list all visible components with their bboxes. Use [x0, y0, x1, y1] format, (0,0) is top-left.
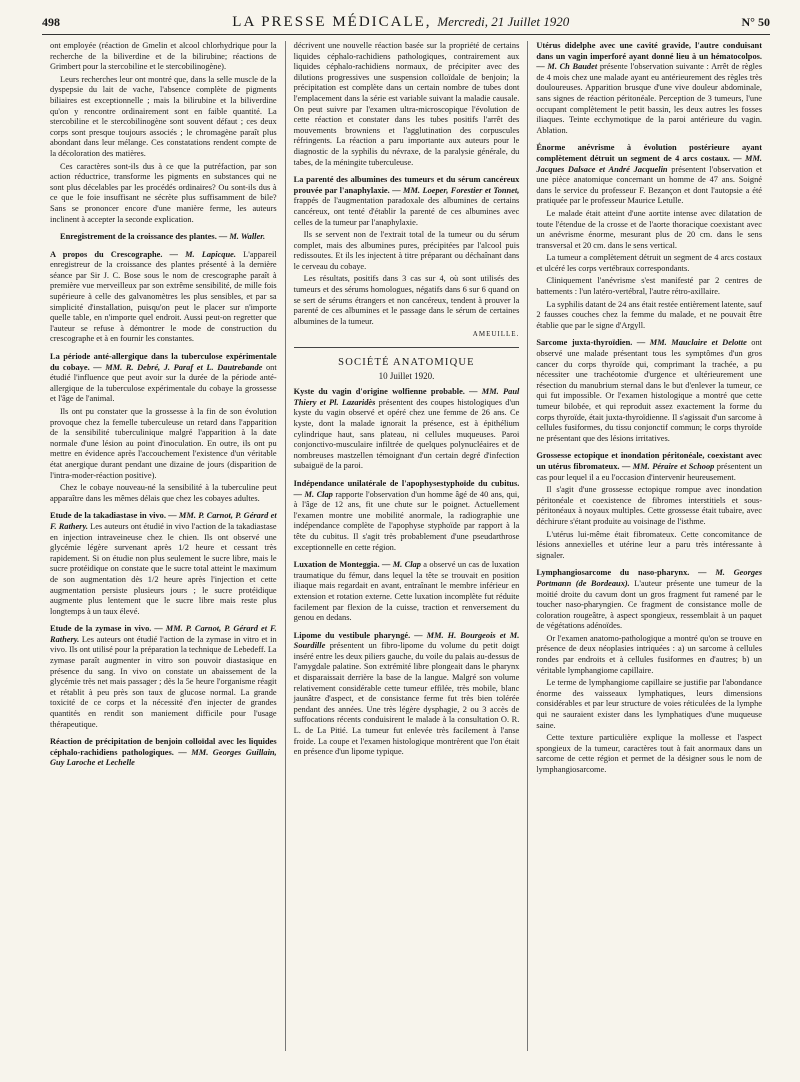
paragraph: L'utérus lui-même était fibromateux. Cette concomitance de lésions annexielles et utérine leur a paru très intéressante à signaler.: [536, 529, 762, 560]
article-title: Indépendance unilatérale de l'apophysestyphoïde du cubitus.: [293, 478, 520, 488]
masthead: [232, 14, 569, 31]
paragraph: [50, 250, 277, 345]
paragraph: Le malade était atteint d'une aortite intense avec dilatation de toute l'étendue de la crosse et de l'aorte thoracique coexistant avec un anévrisme énorme, mesurant plus de 20 cm. dans le sens transversal et 20 cm. dans le sens vertical.: [536, 208, 762, 250]
paragraph: [50, 511, 277, 617]
article-benjoin-colloidal: [50, 737, 277, 769]
paragraph-text: frappés de l'augmentation paradoxale des albumines de certains cancéreux, ont tenté d'établir la parenté de ces albumines avec celles de la tumeur par l'anaphylaxie.: [293, 196, 520, 227]
article-title: Réaction de précipitation de benjoin colloïdal avec les liquides céphalo-rachidiens pathologiques.: [50, 737, 277, 757]
paragraph: Cliniquement l'anévrisme s'est manifesté par 2 centres de battements : l'un latéro-vertébral, l'autre rétro-axillaire.: [536, 276, 762, 297]
article-croissance-plantes: [50, 232, 277, 243]
article-grossesse-ectopique: [536, 451, 762, 561]
paragraph: ont employée (réaction de Gmelin et alcool chlorhydrique pour la recherche de la biliverdine et de la bilirubine; réactions de Grimbert pour la stercobiline et le stercobilinogène).: [50, 41, 277, 72]
article-title: Kyste du vagin d'origine wolfienne probable.: [293, 387, 465, 397]
paragraph: [294, 631, 520, 758]
article-title: Énorme anévrisme à évolution postérieure ayant complètement détruit un segment de 4 arcs costaux.: [536, 143, 762, 163]
article-parente-albumines: [294, 175, 520, 340]
article-title: La parenté des albumines des tumeurs et du sérum cancéreux prouvée par l'anaphylaxie.: [293, 175, 520, 195]
paragraph: Cette texture particulière explique la mollesse et l'aspect spongieux de la tumeur, caractères tout à fait anormaux dans un sarcome de cette région et permet de la désigner sous le nom de lymphangiosarcome.: [536, 733, 762, 774]
issue-date: Mercredi, 21 Juillet 1920: [437, 14, 570, 29]
paragraph: Le terme de lymphangiome capillaire se justifie par l'abondance énorme des vaisseaux lymphatiques, leurs dimensions considérables et par leur structure de voies réticulées de la lymphe qui ne sauraient exister dans les lymphatiques d'une muqueuse saine.: [536, 678, 762, 730]
signature: AMEUILLE.: [472, 330, 520, 339]
article-authors: — MM. Loeper, Forestier et Tonnet,: [392, 185, 520, 195]
article-uterus-didelphe: [536, 41, 762, 136]
article-title: Utérus didelphe avec une cavité gravide, l'autre conduisant dans un vagin imperforé ayant donné lieu à un hématocolpos.: [536, 41, 762, 61]
article-authors: — MM. R. Debré, J. Paraf et L. Dautrebande: [93, 362, 263, 372]
article-luxation-monteggia: [294, 560, 520, 624]
paragraph-text: a observé un cas de luxation traumatique du fémur, dans lequel la tête se trouvait en position iliaque mais regardait en avant, entraînant le membre inférieur en extension et rotation externe. Cette luxation incomplète fut réduite facilement par flexion de la cuisse, traction et renversement du genou en dedans.: [293, 560, 520, 623]
article-authors: — MM. Georges Guillain, Guy Laroche et Lechelle: [50, 747, 277, 768]
paragraph: Chez le cobaye nouveau-né la sensibilité à la tuberculine peut apparaître dans les mêmes délais que chez les cobayes adultes.: [50, 483, 277, 503]
column-1: [42, 41, 285, 1051]
paragraph: Or l'examen anatomo-pathologique a montré qu'on se trouve en présence de deux néoplasies intriquées : a) un sarcome à cellules rondes par endroits et à cellules fusiformes en d'autres; b) un véritable lymphangiome capillaire.: [536, 633, 762, 675]
article-authors: — M. Waller.: [218, 232, 266, 242]
paragraph: [536, 143, 762, 207]
article-authors: — M. Clap: [381, 560, 421, 570]
article-authors: — MM. P. Carnot, P. Gérard et F. Rathery.: [50, 624, 277, 644]
page-number: 498: [42, 15, 60, 29]
column-3: [527, 41, 770, 1051]
paragraph-text: présentent un cas pour lequel il a eu l'occasion d'intervenir heureusement.: [536, 461, 763, 482]
section-date: 10 Juillet 1920.: [378, 370, 435, 381]
paragraph: Ils ont pu constater que la grossesse à la fin de son évolution provoque chez la femelle tuberculeuse un retard dans l'apparition de la sensibilité tuberculinique malgré l'apparition à la date normale d'une lésion au point d'inoculation. En outre, ils ont pu mettre en évidence après l'accouchement l'existence d'un véritable état anergique durant pendant une dizaine de jours (disparition de l'intra-moder-réaction positive).: [50, 407, 277, 480]
article-authors: — MM. Jacques Dalsace et André Jacquelin: [536, 153, 762, 174]
article-authors: — M. Ch Baudet: [536, 62, 598, 72]
article-title: Lipome du vestibule pharyngé.: [293, 630, 411, 640]
article-title: Sarcome juxta-thyroïdien.: [536, 338, 633, 348]
article-title: [50, 232, 277, 243]
article-authors: — MM. Mauclaire et Delotte: [636, 338, 747, 348]
paragraph: [50, 737, 277, 769]
paragraph-text: ont étudié l'influence que peut avoir sur la durée de la période anté-allergique de la tuberculose expérimentale du cobaye la grossesse et l'âge de l'animal.: [50, 362, 277, 404]
paragraph: Les résultats, positifs dans 3 cas sur 4, où sont utilisés des tumeurs et des sérums homologues, négatifs dans 6 sur 6 quand on se sert de sérums étrangers et non cancéreux, tendent à prouver la parenté de ces albumines et le passage dans le sérum de certaines albumines de la tumeur.: [293, 274, 520, 326]
article-zymase: [50, 624, 277, 730]
paragraph-text: présentent l'observation et une pièce anatomique concernant un homme de 47 ans. Soigné dans le service du professeur F. Bezançon et dont l'autopsie a été pratiquée par le professeur Maurice Letulle.: [536, 164, 763, 206]
article-authors: — MM. P. Carnot, P. Gérard et F. Rathery.: [50, 511, 277, 531]
text-columns: [42, 41, 770, 1051]
paragraph: [536, 451, 762, 483]
paragraph-text: présentent un fibro-lipome du volume du petit doigt inséré entre les deux piliers gauche, du voile du palais au-dessus de l'amygdale palatine. Son extrémité libre plongeait dans le pharynx et disparaissait derrière la base de la langue. Malgré son volume relativement considérable cette tumeur effilée, très mobile, blanc jaunâtre d'aspect, et de consistance ferme fut très bien tolérée pendant des années. Une très légère dysphagie, 2 ou 3 accès de suffocations récents conduisirent le malade à la consultation O. R. L. de La Pitié. La tumeur fut enlevée très facilement à l'anse froide. La coupe et l'examen histologique montrèrent que l'on était en présence d'un lipome typique.: [293, 641, 520, 757]
paragraph: La tumeur a complètement détruit un segment de 4 arcs costaux et ulcéré les corps vertébraux correspondants.: [536, 253, 762, 273]
paragraph: [536, 338, 762, 444]
article-authors: — MM. Paul Thiery et Pl. Lazaridès: [293, 387, 520, 407]
article-sarcome-juxta-thyroidien: [536, 338, 762, 444]
paragraph: [294, 175, 520, 228]
article-benjoin-continued: [294, 41, 520, 168]
journal-title: LA PRESSE MÉDICALE,: [232, 14, 432, 30]
article-kyste-vagin: [294, 387, 520, 472]
article-title: Etude de la takadiastase in vivo.: [50, 511, 166, 521]
article-title: A propos du Crescographe.: [50, 249, 163, 259]
article-title: Luxation de Monteggia.: [293, 560, 380, 570]
paragraph: [536, 41, 762, 136]
paragraph-text: ont observé une malade présentant tous les symptômes d'un gros cancer du corps thyroïde qui, comprimant la trachée, a pu nécessiter une trachéotomie d'urgence et ultérieurement une résection du manubrium sternal dans le but d'enlever la tumeur, ce qui fut impossible. Or l'examen histologique a montré que cette tumeur bilobée, et qui reproduit assez exactement la forme du corps thyroïde, était juxta-thyroïdienne. Il s'agissait d'un sarcome à cellules fusiformes, du tissu conjonctif commun; le corps thyroïde ne présentant que des lésions irritatives.: [536, 338, 762, 443]
article-takadiastase: [50, 511, 277, 617]
page-header: [42, 14, 770, 35]
paragraph: décrivent une nouvelle réaction basée sur la propriété de certains liquides céphalo-rachidiens pathologiques, contrairement aux liquides céphalo-rachidiens normaux, de précipiter avec des dilutions progressives une suspension colloïdale de benjoin; la précipitation est complète dans un certain nombre de tubes dont l'emplacement dans la série est variable suivant la maladie causale. On peut suivre par l'examen ultra-microscopique l'évolution de cette réaction et constater dans les tubes positifs l'arrêt des mouvements browniens et l'agglutination des corpuscules réfringents. La réaction a paru importante aux auteurs pour le diagnostic de la syphilis du névraxe, de la paralysie générale, du tabes, de la méningite tuberculeuse.: [293, 41, 520, 167]
paragraph-text: Les auteurs ont étudié l'action de la zymase in vitro et in vivo. Ils ont utilisé pour la préparation la technique de Lebedeff. La zymase paraît augmenter in vitro son pouvoir diastasique en présence du sang. In vivo on constate un abaissement de la glycémie très net mais passager ; dès la 5e heure l'organisme réagit et rétablit à peu près son taux de glucose normal. La grande toxicité de ce corps et la nécessité d'en injecter de grandes quantités en rendit son maniement difficile pour l'usage thérapeutique.: [50, 634, 277, 729]
paragraph: Il s'agit d'une grossesse ectopique rompue avec inondation péritonéale et coexistence de fibromes interstitiels et sous-péritonéaux à noyaux multiples. Cette grossesse était tubaire, avec déchirure s'étant produite au voisinage de l'isthme.: [536, 485, 762, 526]
paragraph-text: présentent des coupes histologiques d'un kyste du vagin observé et opéré chez une femme de 26 ans. Ce kyste, dont la malade ignorait la présence, est à épithélium cylindrique haut, sans plateau, ni cellules muqueuses. Paroi conjonctivo-musculaire infiltrée de quelques polynucléaires et de nombreuses mastzellen témoignant d'un certain degré d'infection subaiguë de la paroi.: [293, 397, 520, 471]
article-title: Lymphangiosarcome du naso-pharynx.: [536, 568, 690, 578]
paragraph-text: L'auteur présente une tumeur de la moitié droite du cavum dont un gros fragment fut ramené par le toucher naso-pharyngien. Ce fragment de consistance molle de coloration rougeâtre, à aspect spongieux, ressemblait à un paquet de végétations adénoïdes.: [536, 578, 762, 631]
article-authors: — M. Clap: [293, 489, 333, 499]
paragraph-text: Les auteurs ont étudié in vivo l'action de la takadiastase en injection intraveineuse chez le chien. Ils ont observé une glycémie légère survenant après 1/2 heure et cessant très rapidement. Si on étudie non plus seulement le sucre libre, mais le sucre protéidique on constate que le sucre total atteint le maximum de son augmentation dès 1/2 heure après l'injection et cette augmentation persiste plusieurs jours ; le sucre protéidique augmente plus lentement que le sucre libre mais reste plus longtemps à un taux élevé.: [50, 521, 277, 616]
article-authors: — MM. Péraire et Schoop: [621, 461, 715, 471]
paragraph: [50, 352, 277, 405]
section-title: SOCIÉTÉ ANATOMIQUE: [338, 357, 475, 369]
paragraph: Leurs recherches leur ont montré que, dans la selle muscle de la dyspepsie du lait de vache, l'absence complète de pigments biliaires est exceptionnelle ; mais la bilirubine et la biliverdine qu'on y rencontre ordinairement sont en faible quantité. La stercobiline et le stercobilinogène sont souvent défaut ; ces deux corps sont presque toujours associés ; le chromagène paraît plus abondant dans leur mélange. Ces constatations rendent compte de la décoloration des matières.: [50, 74, 277, 158]
paragraph-text: rapporte l'observation d'un homme âgé de 40 ans, qui, à l'âge de 12 ans, fit une chute sur le poignet. Actuellement l'examen montre une mobilité anormale, la radiographie une indépendance complète de l'apophyse styphoïde par rapport à la tête du cubitus. Il s'agit très probablement d'une pseudarthrose exceptionnelle en cette région.: [293, 489, 520, 552]
article-authors: — M. Lapicque.: [169, 249, 236, 259]
article-title: Grossesse ectopique et inondation péritonéale, coexistant avec un utérus fibromateux.: [536, 451, 762, 471]
article-title: La période anté-allergique dans la tuberculose expérimentale du cobaye.: [50, 352, 277, 372]
article-authors: — M. Georges Portmann (de Bordeaux).: [536, 568, 763, 588]
article-continuation: [50, 41, 277, 225]
paragraph: La syphilis datant de 24 ans était restée entièrement latente, sauf 2 fausses couches chez la femme du malade, et ne pouvait être établie que par le signe d'Argyll.: [536, 299, 762, 330]
paragraph: Ils se servent non de l'extrait total de la tumeur ou du sérum complet, mais des albumines pures, précipitées par l'alcool puis redissoutes. Et ils les injectent à titre préparant ou déchaînant dans le cerveau du cobaye.: [293, 230, 520, 271]
article-title-text: Enregistrement de la croissance des plantes.: [60, 232, 217, 242]
article-lipome-vestibule: [294, 631, 520, 758]
article-title: Etude de la zymase in vivo.: [50, 624, 152, 634]
column-2: [285, 41, 528, 1051]
section-divider: [294, 347, 520, 348]
paragraph: [50, 624, 277, 730]
article-authors: — MM. H. Bourgeois et M. Sourdille: [293, 630, 520, 651]
article-crescographe: [50, 250, 277, 345]
paragraph-text: L'appareil enregistreur de la croissance des plantes présenté à la dernière séance par Sir J. C. Bose sous le nom de crescographe paraît à première vue merveilleux par son extrême sensibilité, de mille fois supérieure à celle des galvanomètres les plus sensibles, et par sa simplicité d'installation, puisqu'on peut le placer sur n'importe quelle table, en n'importe quel endroit. Aussi peut-on regretter que l'auteur se refuse à démontrer le mode de construction du crescographe et à en fournir les constantes.: [50, 249, 277, 344]
paragraph: [536, 568, 762, 632]
article-periode-ante-allergique: [50, 352, 277, 504]
article-anevrisme: [536, 143, 762, 331]
paragraph: [294, 387, 520, 472]
paragraph: [294, 479, 520, 553]
article-apophyse-styloide: [294, 479, 520, 553]
paragraph: [294, 560, 520, 624]
paragraph-text: présente l'observation suivante : Arrêt de règles de 4 mois chez une malade ayant eu antérieurement des règles très douloureuses. Apparition brusque d'une vive douleur abdominale, sans signes de réaction péritonéale. Perception de 3 tumeurs, l'une occupant complètement le petit bassin, les deux autres les fosses iliaques. Teinte ecchymotique de la paroi antérieure du vagin. Ablation.: [536, 62, 762, 135]
issue-number: N° 50: [741, 15, 770, 29]
paragraph: Ces caractères sont-ils dus à ce que la putréfaction, par son action réductrice, transforme les pigments en substances qui ne sont plus décelables par les procédés ordinaires? Ou sont-ils dus à ce que le foie insuffisant ne sécrète plus suffisamment de bile? Sans se prononcer encore d'une manière ferme, les auteurs inclinent à accepter la seconde explication.: [50, 161, 277, 224]
article-lymphangiosarcome: [536, 568, 762, 775]
